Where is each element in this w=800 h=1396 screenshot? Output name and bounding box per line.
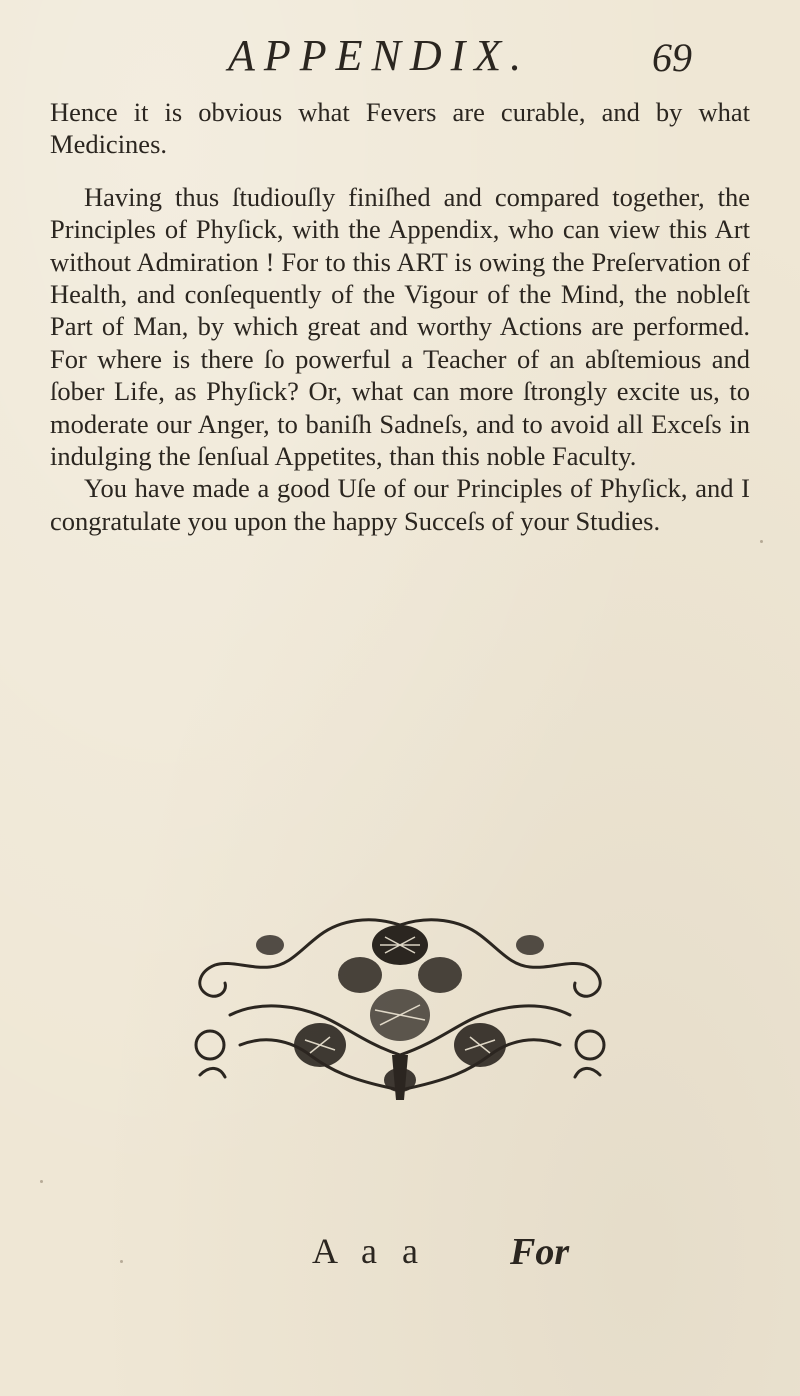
paper-speck (120, 1260, 123, 1263)
paragraph-conclusion: Hence it is obvious what Fevers are curable, and by what Medicines. (50, 97, 750, 160)
body-text (50, 96, 750, 537)
page-number: 69 (652, 35, 692, 80)
paragraph-admiration: Having thus ſtudiouſly finiſhed and compared together, the Principles of Phyſick, with the Appendix, who can view this Art without Admiration ! For to this ART is owing the Preſervation of Health, and conſequently of the Vigour of the Mind, the nobleſt Part of Man, by which great and worthy Actions are performed. For where is there ſo powerful a Teacher of an abſtemious and ſober Life, as Phyſick? Or, what can more ſtrongly excite us, to moderate our Anger, to baniſh Sadneſs, and to avoid all Exceſs in indulging the ſenſual Appetites, than this noble Faculty. (50, 181, 750, 472)
running-title: APPENDIX. (228, 31, 531, 80)
paper-speck (760, 540, 763, 543)
signature-mark: A a a (312, 1231, 426, 1271)
paper-speck (40, 1180, 43, 1183)
paragraph-congratulation: You have made a good Uſe of our Principles of Phyſick, and I congratulate you upon the happy Succeſs of your Studies. (50, 473, 750, 536)
catchword: For (510, 1231, 570, 1273)
page-header (0, 30, 800, 90)
floral-tailpiece-ornament (170, 905, 630, 1105)
